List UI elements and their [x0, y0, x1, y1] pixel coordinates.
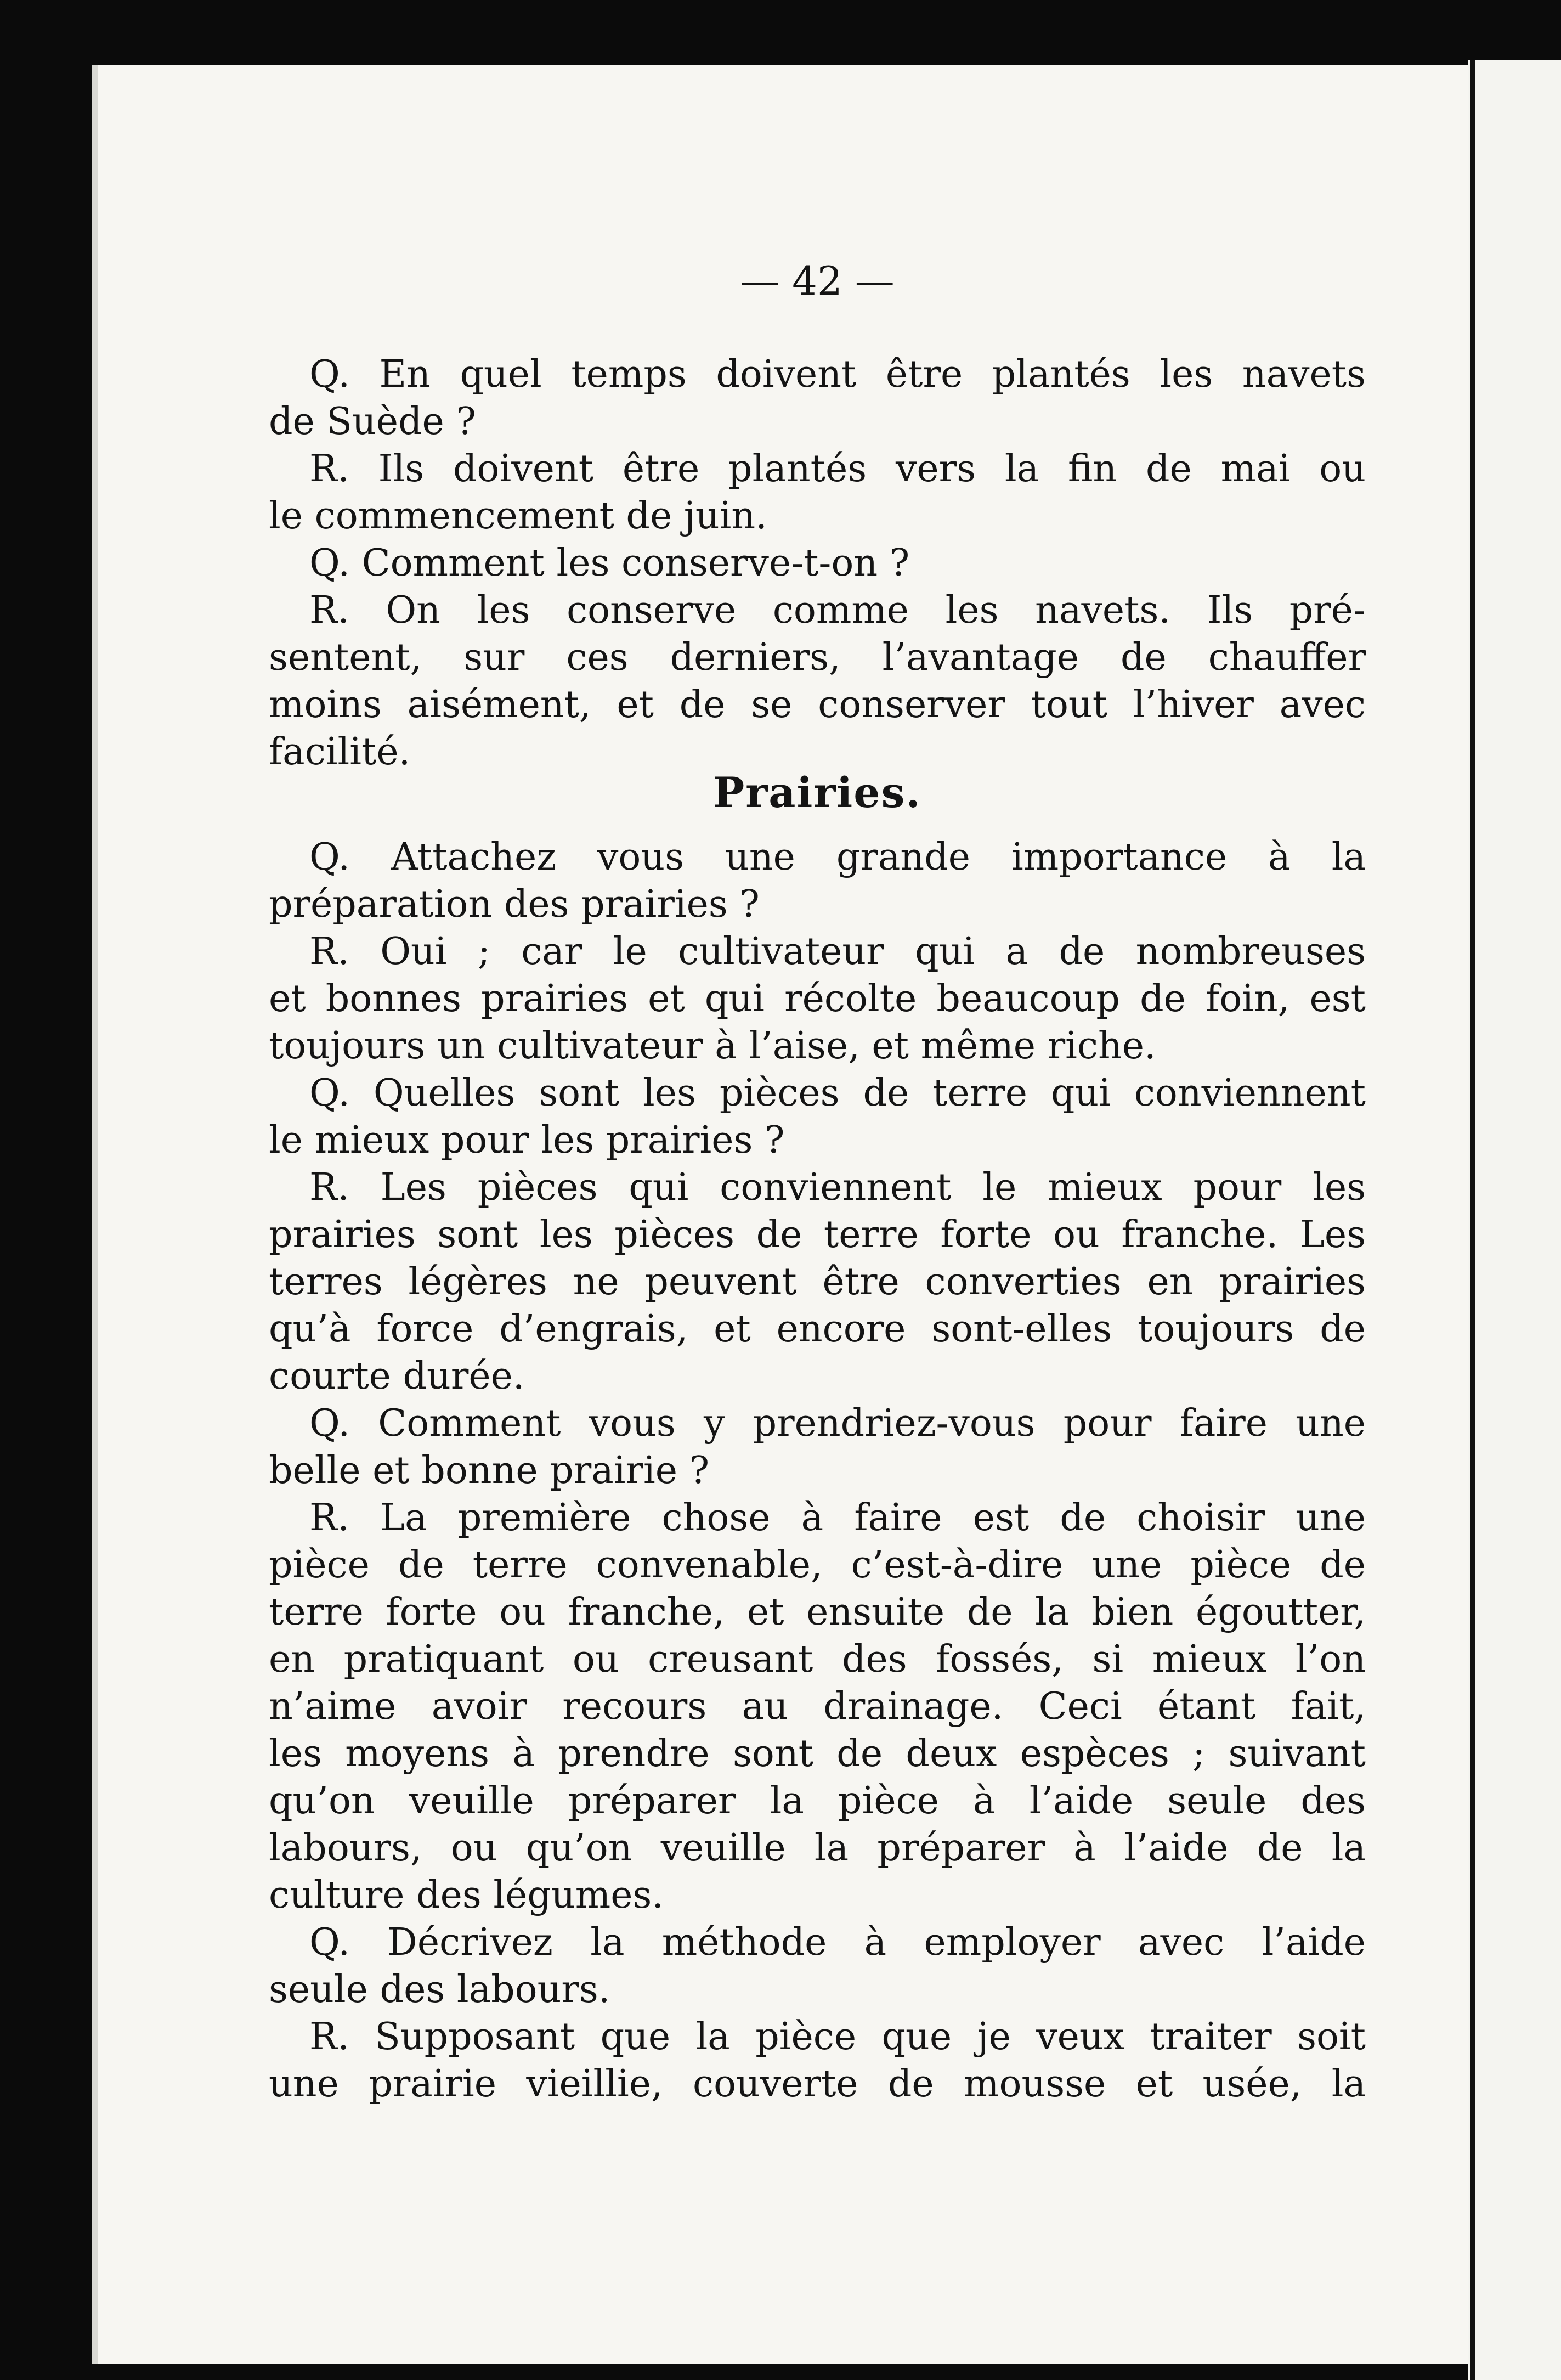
text-line: Q. Décrivez la méthode à employer avec l’aide [309, 1921, 1366, 1964]
text-line: facilité. [269, 730, 411, 774]
text-line: prairies sont les pièces de terre forte ou franche. Les [269, 1213, 1366, 1256]
paragraph-block-2 [269, 834, 1366, 2108]
text-line: courte durée. [269, 1355, 525, 1398]
text-line: Q. Quelles sont les pièces de terre qui conviennent [309, 1071, 1366, 1115]
text-line: n’aime avoir recours au drainage. Ceci étant fait, [269, 1685, 1366, 1728]
text-line: labours, ou qu’on veuille la préparer à l’aide de la [269, 1826, 1366, 1870]
text-line: Q. Comment les conserve-t-on ? [309, 542, 910, 585]
text-line: et bonnes prairies et qui récolte beaucoup de foin, est [269, 977, 1366, 1020]
text-line: de Suède ? [269, 400, 476, 443]
text-line: qu’à force d’engrais, et encore sont-elles toujours de [269, 1307, 1366, 1351]
text-line: R. Ils doivent être plantés vers la fin de mai ou [309, 447, 1366, 490]
adjacent-page-edge [1468, 60, 1561, 2380]
page-number: — 42 — [740, 258, 895, 304]
text-line: le commencement de juin. [269, 494, 767, 538]
text-line: moins aisément, et de se conserver tout l’hiver avec [269, 683, 1366, 726]
text-line: Q. Comment vous y prendriez-vous pour faire une [309, 1402, 1366, 1445]
text-line: belle et bonne prairie ? [269, 1449, 710, 1492]
text-line: R. Supposant que la pièce que je veux traiter soit [309, 2015, 1366, 2058]
text-line: qu’on veuille préparer la pièce à l’aide seule des [269, 1779, 1366, 1823]
text-line: R. La première chose à faire est de choisir une [309, 1496, 1366, 1539]
text-line: R. On les conserve comme les navets. Ils pré- [309, 589, 1366, 632]
text-line: terres légères ne peuvent être converties en prairies [269, 1260, 1366, 1304]
text-line: seule des labours. [269, 1968, 610, 2011]
text-line: préparation des prairies ? [269, 883, 760, 926]
text-line: R. Oui ; car le cultivateur qui a de nombreuses [309, 930, 1366, 973]
page-gutter [1470, 60, 1475, 2380]
text-line: Q. En quel temps doivent être plantés les navets [309, 353, 1366, 396]
section-heading: Prairies. [713, 768, 921, 817]
text-line: en pratiquant ou creusant des fossés, si mieux l’on [269, 1638, 1366, 1681]
text-line: culture des légumes. [269, 1874, 664, 1917]
text-line: pièce de terre convenable, c’est-à-dire une pièce de [269, 1543, 1366, 1587]
text-line: R. Les pièces qui conviennent le mieux pour les [309, 1166, 1366, 1209]
text-line: les moyens à prendre sont de deux espèces ; suivant [269, 1732, 1366, 1775]
text-line: Q. Attachez vous une grande importance à la [309, 836, 1366, 879]
text-line: terre forte ou franche, et ensuite de la bien égoutter, [269, 1591, 1366, 1634]
text-line: une prairie vieillie, couverte de mousse et usée, la [269, 2062, 1366, 2106]
text-line: toujours un cultivateur à l’aise, et même riche. [269, 1024, 1156, 1068]
text-line: sentent, sur ces derniers, l’avantage de chauffer [269, 636, 1366, 679]
paragraph-block-1 [269, 351, 1366, 776]
text-line: le mieux pour les prairies ? [269, 1119, 785, 1162]
